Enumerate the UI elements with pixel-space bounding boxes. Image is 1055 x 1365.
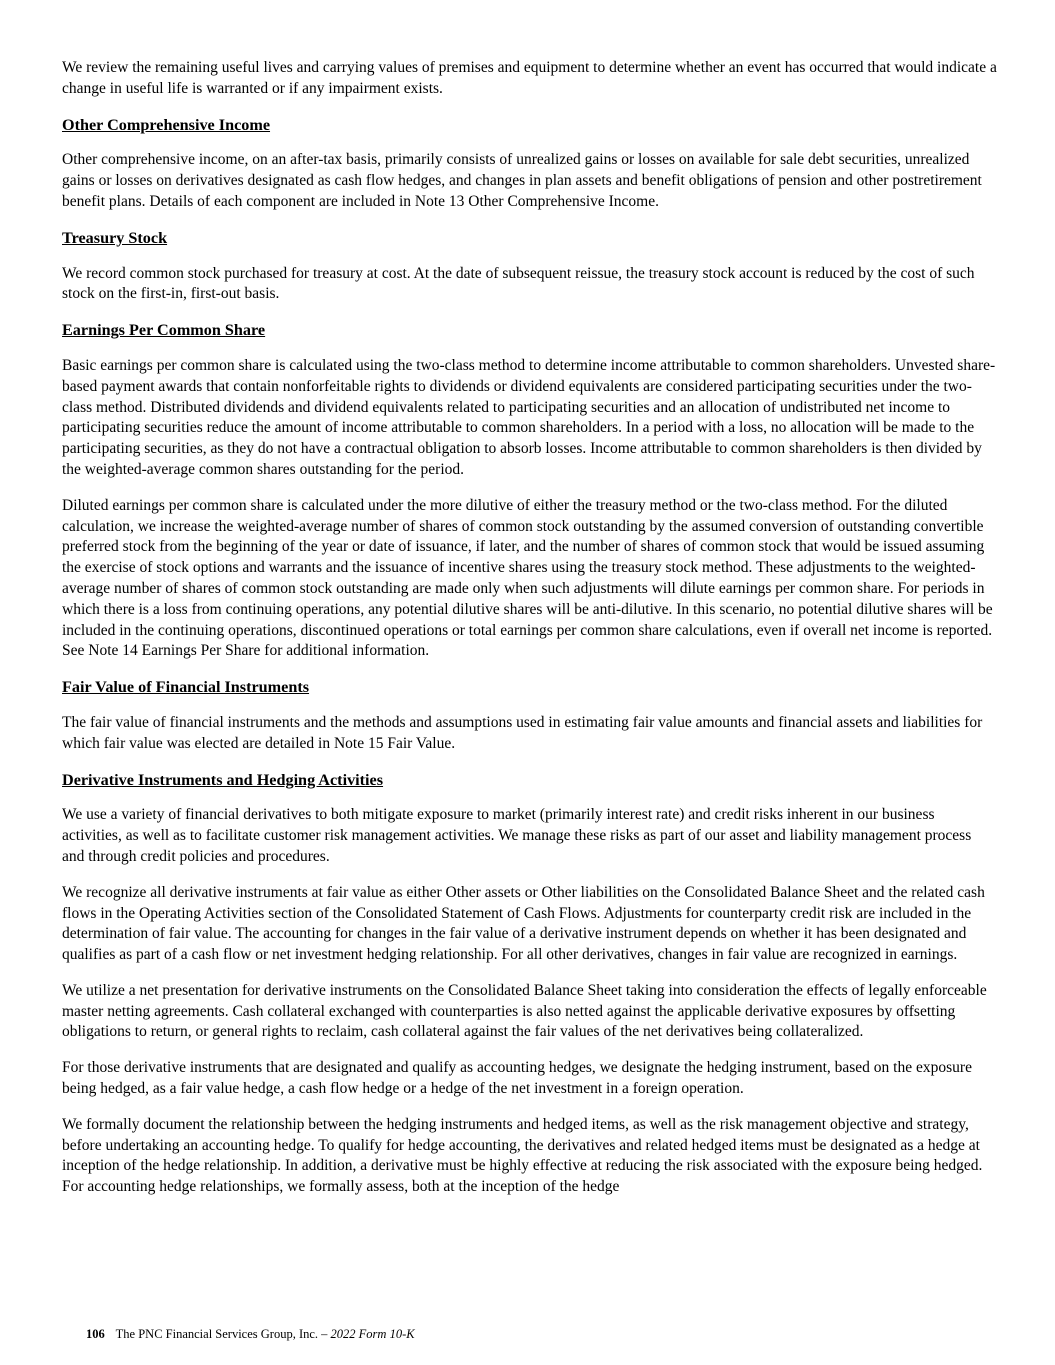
section-heading-earnings-per-share: Earnings Per Common Share bbox=[62, 321, 266, 340]
hedge-designation-paragraph: For those derivative instruments that are designated and qualify as accounting hedges, we designate the hedging instrument, based on the exposure being hedged, as a fair value hedge, a cash flow hedge or a hedge of the net investment in a foreign operation. bbox=[62, 1059, 972, 1098]
fair-value-paragraph: The fair value of financial instruments and the methods and assumptions used in estimating fair value amounts and financial assets and liabilities for which fair value was elected are detailed in Note 15 Fair Value. bbox=[62, 713, 983, 752]
section-heading-derivatives: Derivative Instruments and Hedging Activities bbox=[62, 770, 384, 789]
section-heading-fair-value: Fair Value of Financial Instruments bbox=[62, 678, 310, 697]
section-heading-other-comprehensive-income: Other Comprehensive Income bbox=[62, 115, 271, 134]
document-body bbox=[62, 58, 997, 1213]
hedge-documentation-paragraph: We formally document the relationship between the hedging instruments and hedged items, as well as the risk management objective and strategy, before undertaking an accounting hedge. To qualify for hedge accounting, the derivatives and related hedged items must be designated as a hedge at inception of the hedge relationship. In addition, a derivative must be highly effective at reducing the risk associated with the exposure being hedged. For accounting hedge relationships, we formally assess, both at the inception of the hedge bbox=[62, 1115, 983, 1196]
net-presentation-paragraph: We utilize a net presentation for derivative instruments on the Consolidated Balance Sheet taking into consideration the effects of legally enforceable master netting agreements. Cash collateral exchanged with counterparties is also netted against the applicable derivative exposures by offsetting obligations to return, or general rights to reclaim, cash collateral against the fair values of the net derivatives being collateralized. bbox=[62, 981, 987, 1041]
diluted-eps-paragraph: Diluted earnings per common share is calculated under the more dilutive of either the treasury method or the two-class method. For the diluted calculation, we increase the weighted-average number of shares of common stock outstanding by the assumed conversion of outstanding convertible preferred stock from the beginning of the year or date of issuance, if later, and the number of shares of common stock that would be issued assuming the exercise of stock options and warrants and the issuance of incentive shares using the treasury stock method. These adjustments to the weighted-average number of shares of common stock outstanding are made only when such adjustments will dilute earnings per common share. For periods in which there is a loss from continuing operations, any potential dilutive shares will be anti-dilutive. In this scenario, no potential dilutive shares will be included in the continuing operations, discontinued operations or total earnings per common share calculations, even if overall net income is reported. See Note 14 Earnings Per Share for additional information. bbox=[62, 496, 993, 660]
derivatives-recognition-paragraph: We recognize all derivative instruments at fair value as either Other assets or Other liabilities on the Consolidated Balance Sheet and the related cash flows in the Operating Activities section of the Consolidated Statement of Cash Flows. Adjustments for counterparty credit risk are included in the determination of fair value. The accounting for changes in the fair value of a derivative instrument depends on whether it has been designated and qualifies as part of a cash flow or net investment hedging relationship. For all other derivatives, changes in fair value are recognized in earnings. bbox=[62, 883, 985, 964]
page-number: 106 bbox=[86, 1327, 105, 1341]
page-footer bbox=[86, 1326, 415, 1342]
basic-eps-paragraph: Basic earnings per common share is calculated using the two-class method to determine income attributable to common shareholders. Unvested share-based payment awards that contain nonforfeitable rights to dividends or dividend equivalents are considered participating securities under the two-class method. Distributed dividends and dividend equivalents related to participating securities and an allocation of undistributed net income to participating securities reduce the amount of income attributable to common shareholders. In a period with a loss, no allocation will be made to the participating securities, as they do not have a contractual obligation to absorb losses. Income attributable to common shareholders is then divided by the weighted-average common shares outstanding for the period. bbox=[62, 356, 996, 478]
footer-company: The PNC Financial Services Group, Inc. – bbox=[115, 1327, 328, 1341]
treasury-stock-paragraph: We record common stock purchased for treasury at cost. At the date of subsequent reissue, the treasury stock account is reduced by the cost of such stock on the first-in, first-out basis. bbox=[62, 264, 975, 303]
intro-paragraph: We review the remaining useful lives and carrying values of premises and equipment to determine whether an event has occurred that would indicate a change in useful life is warranted or if any impairment exists. bbox=[62, 59, 997, 97]
footer-form: 2022 Form 10-K bbox=[330, 1327, 415, 1341]
section-heading-treasury-stock: Treasury Stock bbox=[62, 228, 168, 247]
other-comprehensive-income-paragraph: Other comprehensive income, on an after-tax basis, primarily consists of unrealized gains or losses on available for sale debt securities, unrealized gains or losses on derivatives designated as cash flow hedges, and changes in plan assets and benefit obligations of pension and other postretirement benefit plans. Details of each component are included in Note 13 Other Comprehensive Income. bbox=[62, 151, 982, 210]
derivatives-usage-paragraph: We use a variety of financial derivatives to both mitigate exposure to market (primarily interest rate) and credit risks inherent in our business activities, as well as to facilitate customer risk management activities. We manage these risks as part of our asset and liability management process and through credit policies and procedures. bbox=[62, 806, 972, 865]
